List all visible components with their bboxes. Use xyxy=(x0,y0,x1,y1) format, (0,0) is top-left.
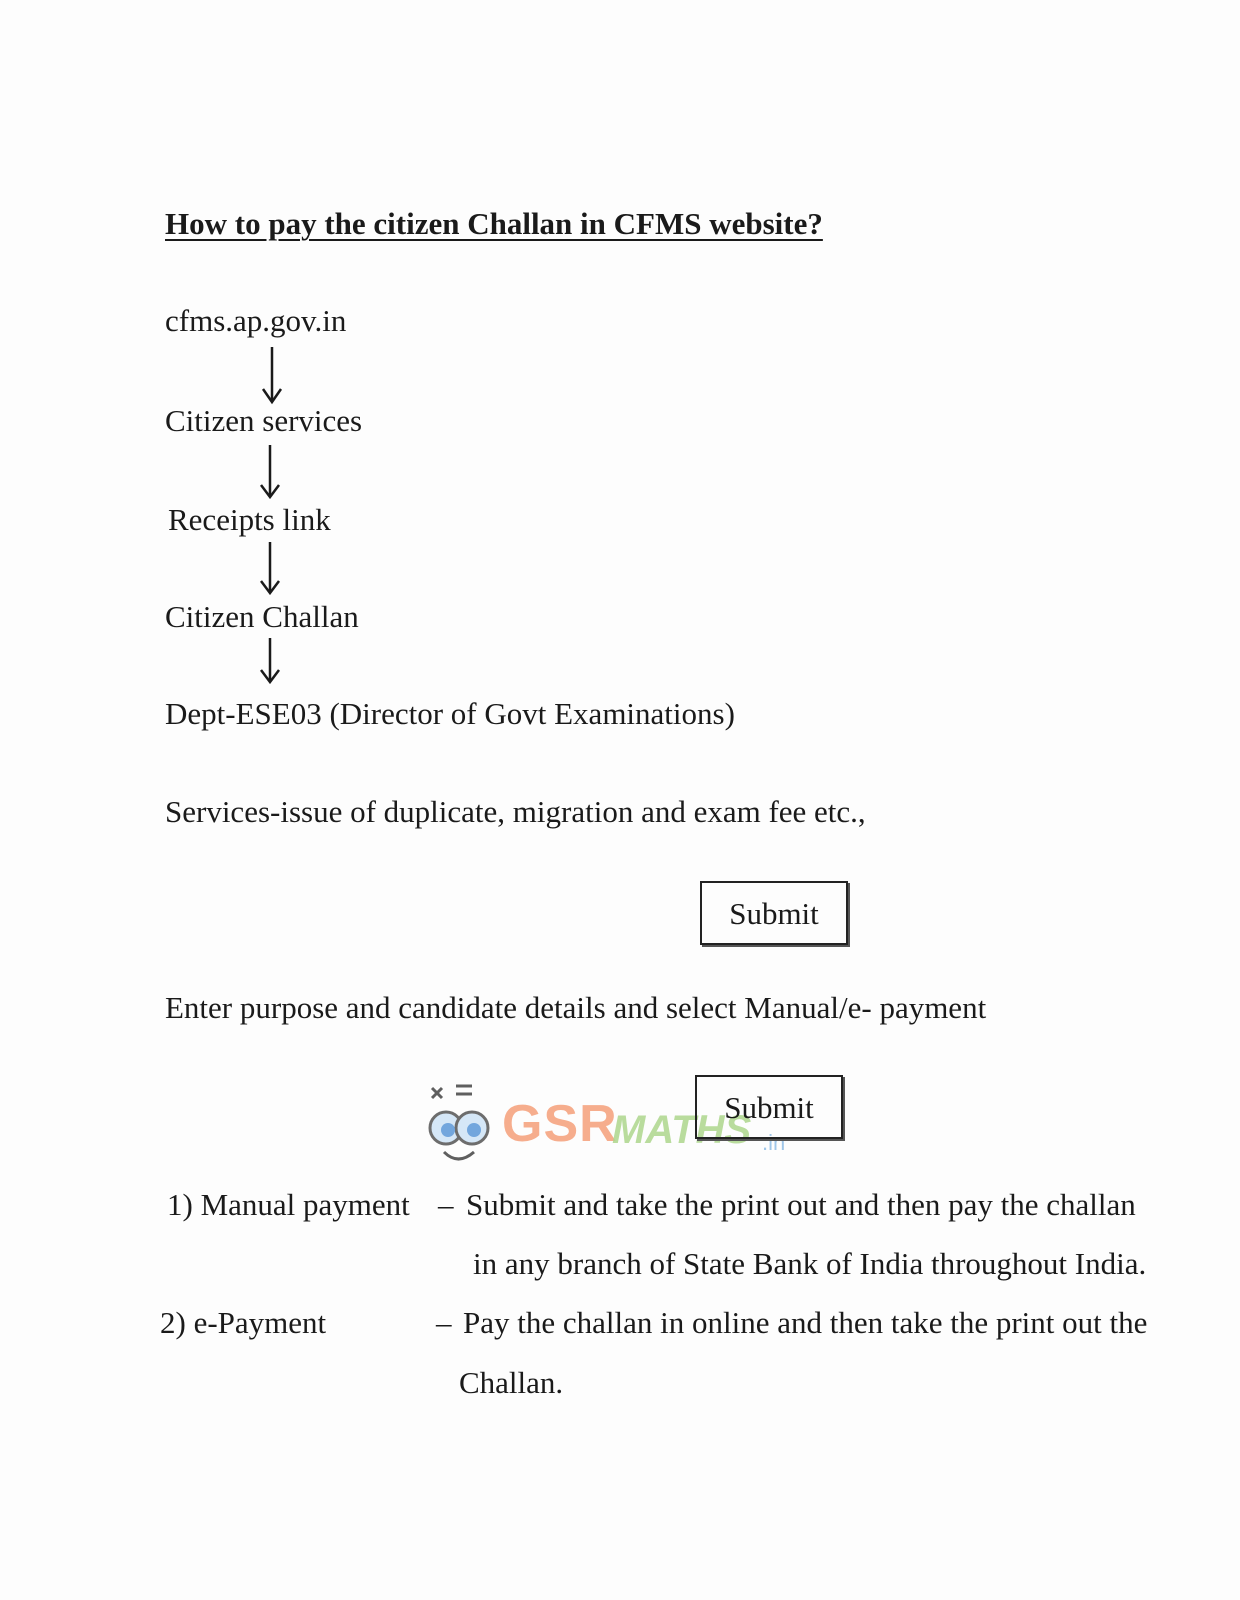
down-arrow-icon xyxy=(260,345,284,405)
flow-step-citizen-services: Citizen services xyxy=(165,403,363,438)
watermark-domain-text: .in xyxy=(762,1130,786,1155)
flow-step-website: cfms.ap.gov.in xyxy=(165,303,347,338)
enter-details-instruction: Enter purpose and candidate details and select Manual/e- payment xyxy=(165,990,987,1025)
flow-step-citizen-challan: Citizen Challan xyxy=(165,599,359,634)
manual-payment-desc-line1: Submit and take the print out and then pay the challan xyxy=(466,1187,1136,1222)
mascot-face-icon xyxy=(422,1082,494,1172)
manual-payment-dash: – xyxy=(438,1187,454,1222)
down-arrow-icon xyxy=(258,443,282,503)
epayment-dash: – xyxy=(436,1305,452,1340)
watermark-gsr-text: GSR xyxy=(502,1095,618,1153)
down-arrow-icon xyxy=(258,540,282,600)
submit-button[interactable]: Submit xyxy=(700,881,848,945)
manual-payment-desc-line2: in any branch of State Bank of India throughout India. xyxy=(473,1246,1147,1281)
epayment-desc-line2: Challan. xyxy=(459,1365,564,1400)
epayment-desc-line1: Pay the challan in online and then take the print out the xyxy=(463,1305,1148,1340)
down-arrow-icon xyxy=(258,636,282,696)
watermark-maths-text: MATHS xyxy=(612,1108,752,1152)
epayment-label: 2) e-Payment xyxy=(160,1305,327,1340)
page-title: How to pay the citizen Challan in CFMS website? xyxy=(165,206,823,241)
manual-payment-label: 1) Manual payment xyxy=(167,1187,410,1222)
services-description: Services-issue of duplicate, migration and exam fee etc., xyxy=(165,794,866,829)
flow-step-department: Dept-ESE03 (Director of Govt Examinations) xyxy=(165,696,735,731)
flow-step-receipts-link: Receipts link xyxy=(168,502,331,537)
submit-button[interactable]: Submit xyxy=(695,1075,843,1139)
